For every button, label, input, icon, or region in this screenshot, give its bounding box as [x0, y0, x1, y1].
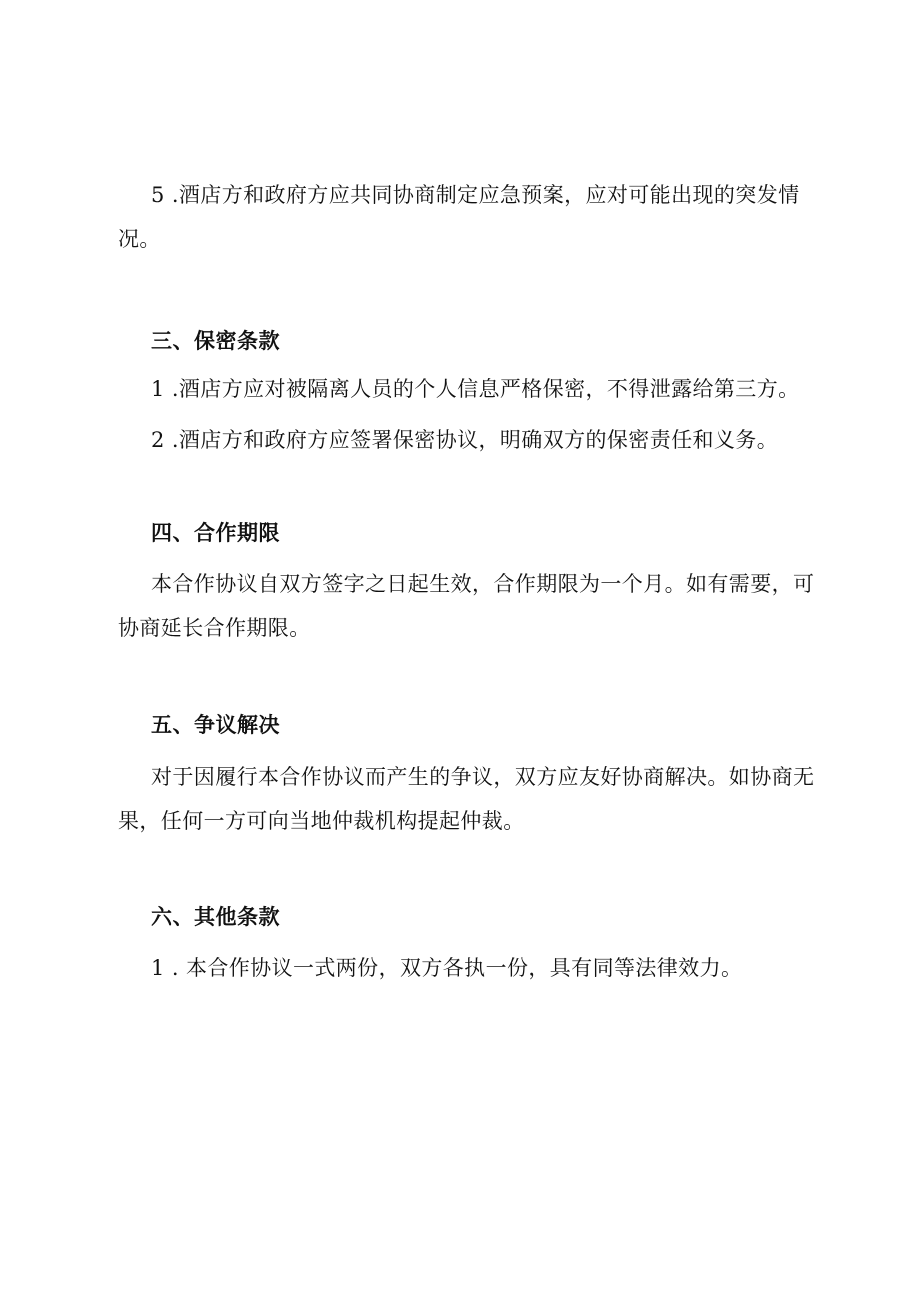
other-item-1: 1 . 本合作协议一式两份，双方各执一份，具有同等法律效力。 [151, 956, 743, 980]
section-heading-dispute: 五、争议解决 [151, 712, 280, 737]
dispute-body: 对于因履行本合作协议而产生的争议，双方应友好协商解决。如协商无果，任何一方可向当地仲裁机构提起仲裁。 [118, 765, 815, 833]
term-body: 本合作协议自双方签字之日起生效，合作期限为一个月。如有需要，可协商延长合作期限。 [118, 572, 815, 640]
section-heading-confidentiality: 三、保密条款 [151, 328, 280, 353]
clause-item-5: 5 .酒店方和政府方应共同协商制定应急预案，应对可能出现的突发情况。 [118, 183, 800, 251]
section-heading-other: 六、其他条款 [151, 904, 280, 929]
confidentiality-item-2: 2 .酒店方和政府方应签署保密协议，明确双方的保密责任和义务。 [151, 428, 779, 452]
section-heading-term: 四、合作期限 [151, 520, 280, 545]
confidentiality-item-1: 1 .酒店方应对被隔离人员的个人信息严格保密，不得泄露给第三方。 [151, 377, 800, 401]
